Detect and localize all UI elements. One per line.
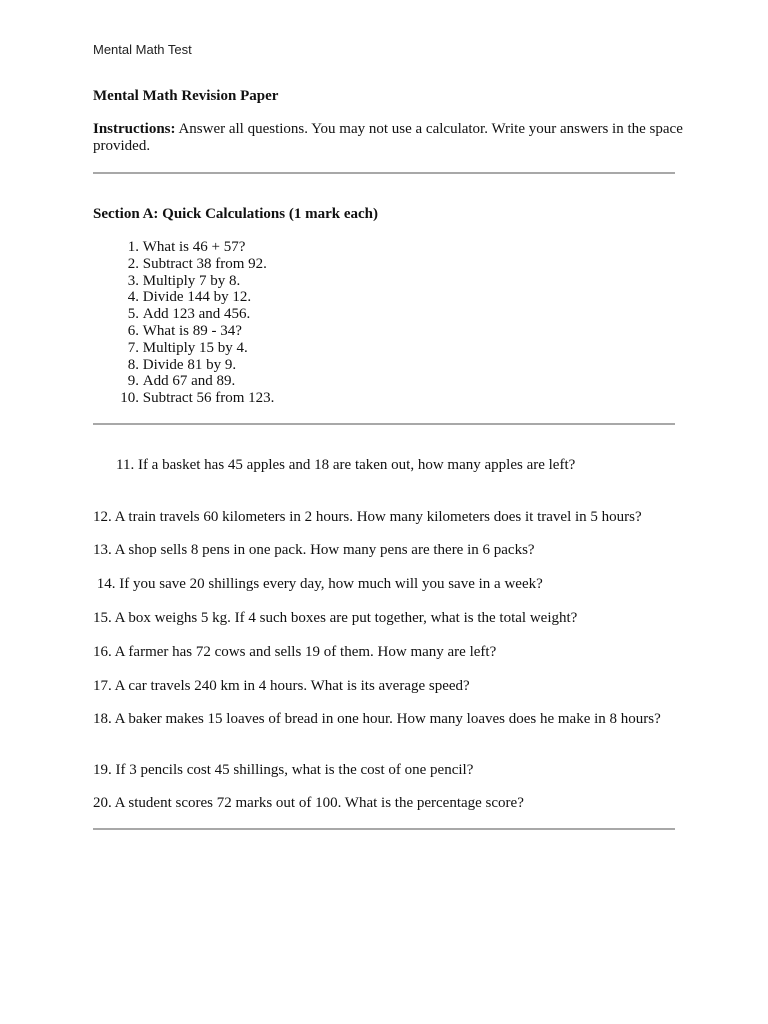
question-item (93, 256, 274, 273)
question-item (93, 340, 274, 357)
question-item (93, 373, 274, 390)
word-problem: 13. A shop sells 8 pens in one pack. How many pens are there in 6 packs? (93, 542, 535, 558)
question-number: 2. (127, 255, 139, 272)
question-item (93, 357, 274, 374)
question-text: Multiply 7 by 8. (142, 272, 241, 289)
question-text: Add 67 and 89. (142, 373, 236, 390)
word-problem: 18. A baker makes 15 loaves of bread in one hour. How many loaves does he make in 8 hours? (93, 711, 661, 727)
question-text: What is 89 - 34? (142, 322, 242, 339)
question-number: 7. (127, 339, 139, 356)
question-number: 3. (127, 272, 139, 289)
question-text: Subtract 56 from 123. (142, 390, 275, 407)
question-text: Divide 144 by 12. (142, 289, 252, 306)
question-item (93, 273, 274, 290)
question-number: 1. (127, 239, 139, 255)
horizontal-rule (93, 828, 675, 830)
question-text: Multiply 15 by 4. (142, 339, 248, 356)
horizontal-rule (93, 172, 675, 174)
word-problem: 19. If 3 pencils cost 45 shillings, what is the cost of one pencil? (93, 762, 474, 778)
question-item (93, 306, 274, 323)
word-problem: 16. A farmer has 72 cows and sells 19 of them. How many are left? (93, 644, 497, 660)
question-number: 6. (127, 322, 139, 339)
question-item (93, 239, 274, 256)
word-problem: 11. If a basket has 45 apples and 18 are taken out, how many apples are left? (116, 457, 576, 473)
section-a-title: Section A: Quick Calculations (1 mark each) (93, 206, 378, 222)
question-number: 10. (120, 390, 139, 407)
word-problem: 12. A train travels 60 kilometers in 2 hours. How many kilometers does it travel in 5 hours? (93, 509, 642, 525)
question-text: Add 123 and 456. (142, 306, 251, 323)
instructions-text: Answer all questions. You may not use a calculator. Write your answers in the space provided. (93, 121, 683, 154)
word-problem: 14. If you save 20 shillings every day, how much will you save in a week? (93, 576, 543, 592)
question-text: Divide 81 by 9. (142, 356, 237, 373)
word-problem: 20. A student scores 72 marks out of 100. What is the percentage score? (93, 795, 524, 811)
horizontal-rule (93, 423, 675, 425)
question-item (93, 289, 274, 306)
question-number: 9. (127, 373, 139, 390)
word-problem: 17. A car travels 240 km in 4 hours. What is its average speed? (93, 678, 470, 694)
question-number: 4. (127, 289, 139, 306)
question-item (93, 323, 274, 340)
question-item (93, 390, 274, 407)
section-a-question-list (93, 239, 274, 407)
word-problem: 15. A box weighs 5 kg. If 4 such boxes are put together, what is the total weight? (93, 610, 578, 626)
question-text: Subtract 38 from 92. (142, 255, 267, 272)
question-text: What is 46 + 57? (142, 239, 246, 255)
document-title: Mental Math Revision Paper (93, 88, 279, 104)
page-header: Mental Math Test (93, 42, 192, 57)
instructions-label: Instructions: (93, 121, 176, 137)
instructions-paragraph (93, 121, 683, 155)
question-number: 8. (127, 356, 139, 373)
question-number: 5. (127, 306, 139, 323)
